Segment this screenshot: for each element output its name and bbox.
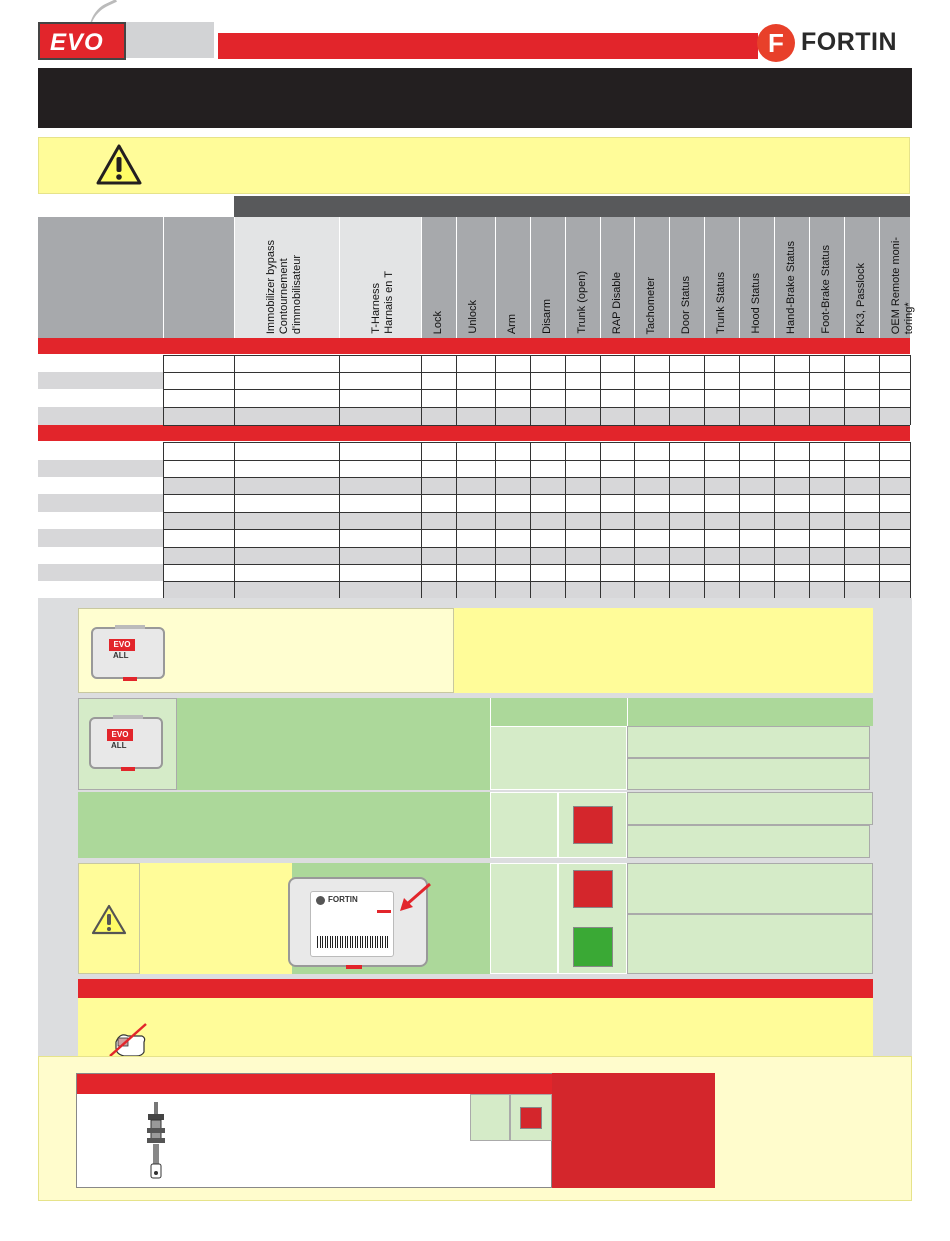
- table-column-divider: [910, 355, 911, 425]
- sticker-brand: FORTIN: [328, 895, 358, 904]
- fortin-logo-mark: F: [768, 28, 784, 58]
- table-column-header: [634, 217, 669, 338]
- programming-panel-right: [454, 608, 873, 693]
- table-column-divider: [634, 355, 635, 425]
- table-row-divider: [163, 355, 910, 356]
- column-header-label: Unlock: [467, 300, 479, 334]
- accessory-header-bar: [77, 1074, 553, 1094]
- table-column-header: [669, 217, 704, 338]
- table-column-header: [809, 217, 844, 338]
- table-column-divider: [530, 442, 531, 598]
- table-column-header: [774, 217, 809, 338]
- option-cell: [490, 863, 558, 974]
- table-group-header: [234, 196, 910, 217]
- option-row: [627, 863, 873, 914]
- sticker-image-panel: [292, 863, 490, 974]
- table-column-divider: [739, 355, 740, 425]
- module-sticker: [310, 891, 394, 957]
- column-header-label: PK3, Passlock: [855, 263, 867, 334]
- table-column-header: [739, 217, 774, 338]
- column-header-label: Disarm: [541, 299, 553, 334]
- column-header-label: T-Harness Harnais en T: [370, 271, 395, 334]
- option-row: [627, 792, 873, 825]
- table-column-divider: [234, 355, 235, 425]
- table-header-year: [164, 217, 234, 338]
- table-column-divider: [421, 355, 422, 425]
- table-column-divider: [910, 442, 911, 598]
- table-section-row: [38, 338, 910, 354]
- table-header-vehicle: [38, 217, 163, 338]
- column-header-label: Tachometer: [645, 276, 657, 334]
- programming-panel-left: [78, 608, 454, 693]
- title-bar: [38, 68, 912, 128]
- module-badge: EVO: [107, 729, 133, 741]
- module-label: ALL: [111, 741, 127, 750]
- caution-cell: [78, 863, 140, 974]
- evo-all-module: [89, 717, 163, 769]
- sticker-highlight: [377, 910, 391, 913]
- caution-text-panel: [140, 863, 292, 974]
- table-column-divider: [234, 442, 235, 598]
- table-column-divider: [600, 442, 601, 598]
- evo-all-module: [91, 627, 165, 679]
- table-column-divider: [339, 442, 340, 598]
- table-header-cell: [627, 698, 873, 726]
- table-column-divider: [456, 355, 457, 425]
- column-header-label: Arm: [506, 313, 518, 334]
- table-column-divider: [634, 442, 635, 598]
- table-row-divider: [163, 494, 910, 495]
- table-column-header: [879, 217, 915, 338]
- table-row: [38, 407, 910, 425]
- instruction-panel: [78, 792, 490, 858]
- table-column-divider: [456, 442, 457, 598]
- fortin-logo-icon: [757, 24, 795, 62]
- table-column-header: [495, 217, 530, 338]
- module-panel: [78, 698, 177, 790]
- column-header-label: OEM Remote moni- toring*: [890, 236, 915, 334]
- table-column-divider: [844, 442, 845, 598]
- column-header-label: Door Status: [680, 275, 692, 334]
- column-header-label: Immobilizer bypass Contournement d'immobilisateur: [265, 239, 303, 334]
- table-column-divider: [704, 442, 705, 598]
- table-column-header: [704, 217, 739, 338]
- led-cell: [510, 1094, 552, 1141]
- led-cell: [558, 792, 627, 858]
- option-cell: [490, 792, 558, 858]
- table-column-divider: [163, 355, 164, 425]
- warning-icon: [95, 143, 143, 187]
- table-row: [163, 581, 910, 598]
- table-column-header: [530, 217, 565, 338]
- table-row-divider: [163, 425, 910, 426]
- table-row-divider: [163, 564, 910, 565]
- column-header-label: Hand-Brake Status: [785, 241, 797, 334]
- table-column-header: [565, 217, 600, 338]
- table-column-divider: [530, 355, 531, 425]
- evo-logo: [38, 22, 126, 60]
- table-row: [38, 372, 163, 389]
- option-row: [627, 726, 870, 758]
- accessory-red-panel: [552, 1073, 715, 1188]
- column-header-label: Hood Status: [750, 273, 762, 334]
- option-row: [627, 758, 870, 790]
- table-column-header: [844, 217, 879, 338]
- barcode: [317, 936, 389, 948]
- column-header-label: Trunk (open): [576, 271, 588, 334]
- table-column-divider: [669, 355, 670, 425]
- table-row-divider: [163, 477, 910, 478]
- led-cell: [558, 863, 627, 974]
- column-header-label: Foot-Brake Status: [820, 245, 832, 334]
- table-row-divider: [163, 581, 910, 582]
- option-row: [627, 825, 870, 858]
- fortin-logo-text: FORTIN: [801, 28, 898, 56]
- table-row-divider: [163, 460, 910, 461]
- column-header-label: Trunk Status: [715, 272, 727, 334]
- table-column-divider: [565, 355, 566, 425]
- table-row: [163, 512, 910, 529]
- table-column-divider: [774, 442, 775, 598]
- red-led-indicator: [573, 870, 613, 908]
- table-row-divider: [163, 442, 910, 443]
- table-column-divider: [879, 355, 880, 425]
- table-column-divider: [704, 355, 705, 425]
- table-column-divider: [495, 355, 496, 425]
- table-row: [38, 494, 163, 512]
- table-column-divider: [495, 442, 496, 598]
- column-header-label: Lock: [432, 310, 444, 334]
- table-column-header: [339, 217, 421, 338]
- table-row-divider: [163, 407, 910, 408]
- module-badge: EVO: [109, 639, 135, 651]
- header-red-bar: [218, 33, 758, 59]
- warning-banner: [38, 137, 910, 194]
- accessory-panel: [76, 1073, 552, 1188]
- table-column-divider: [565, 442, 566, 598]
- module-label: ALL: [113, 651, 129, 660]
- option-cell: [490, 726, 627, 790]
- table-section-row: [38, 425, 910, 441]
- hood-pin-switch-icon: [143, 1102, 169, 1180]
- no-touch-icon: [106, 1022, 150, 1058]
- option-row: [627, 914, 873, 974]
- table-row-divider: [163, 372, 910, 373]
- table-column-divider: [879, 442, 880, 598]
- red-led-indicator: [520, 1107, 542, 1129]
- table-header-cell: [490, 698, 627, 726]
- table-row-divider: [163, 512, 910, 513]
- green-led-indicator: [573, 927, 613, 967]
- table-row: [38, 564, 163, 581]
- evo-logo-text: EVO: [50, 29, 104, 56]
- table-row: [38, 529, 163, 547]
- table-column-divider: [739, 442, 740, 598]
- table-column-divider: [163, 442, 164, 598]
- notice-panel: [78, 998, 873, 1061]
- notice-header-bar: [78, 979, 873, 998]
- table-column-header: [456, 217, 495, 338]
- table-column-header: [421, 217, 456, 338]
- table-column-divider: [669, 442, 670, 598]
- instruction-panel: [177, 698, 490, 790]
- table-row: [38, 460, 163, 477]
- table-column-divider: [600, 355, 601, 425]
- table-row: [163, 477, 910, 494]
- table-column-divider: [774, 355, 775, 425]
- table-column-divider: [809, 355, 810, 425]
- table-column-divider: [844, 355, 845, 425]
- table-column-divider: [339, 355, 340, 425]
- table-row-divider: [163, 547, 910, 548]
- warning-icon: [91, 904, 127, 936]
- table-column-divider: [809, 442, 810, 598]
- table-column-header: [234, 217, 339, 338]
- header-grey-block: [126, 22, 214, 58]
- option-cell: [470, 1094, 510, 1141]
- arrow-icon: [398, 881, 434, 915]
- table-row-divider: [163, 389, 910, 390]
- column-header-label: RAP Disable: [611, 271, 623, 334]
- table-column-header: [600, 217, 634, 338]
- table-row: [163, 547, 910, 564]
- red-led-indicator: [573, 806, 613, 844]
- table-column-divider: [421, 442, 422, 598]
- table-row-divider: [163, 529, 910, 530]
